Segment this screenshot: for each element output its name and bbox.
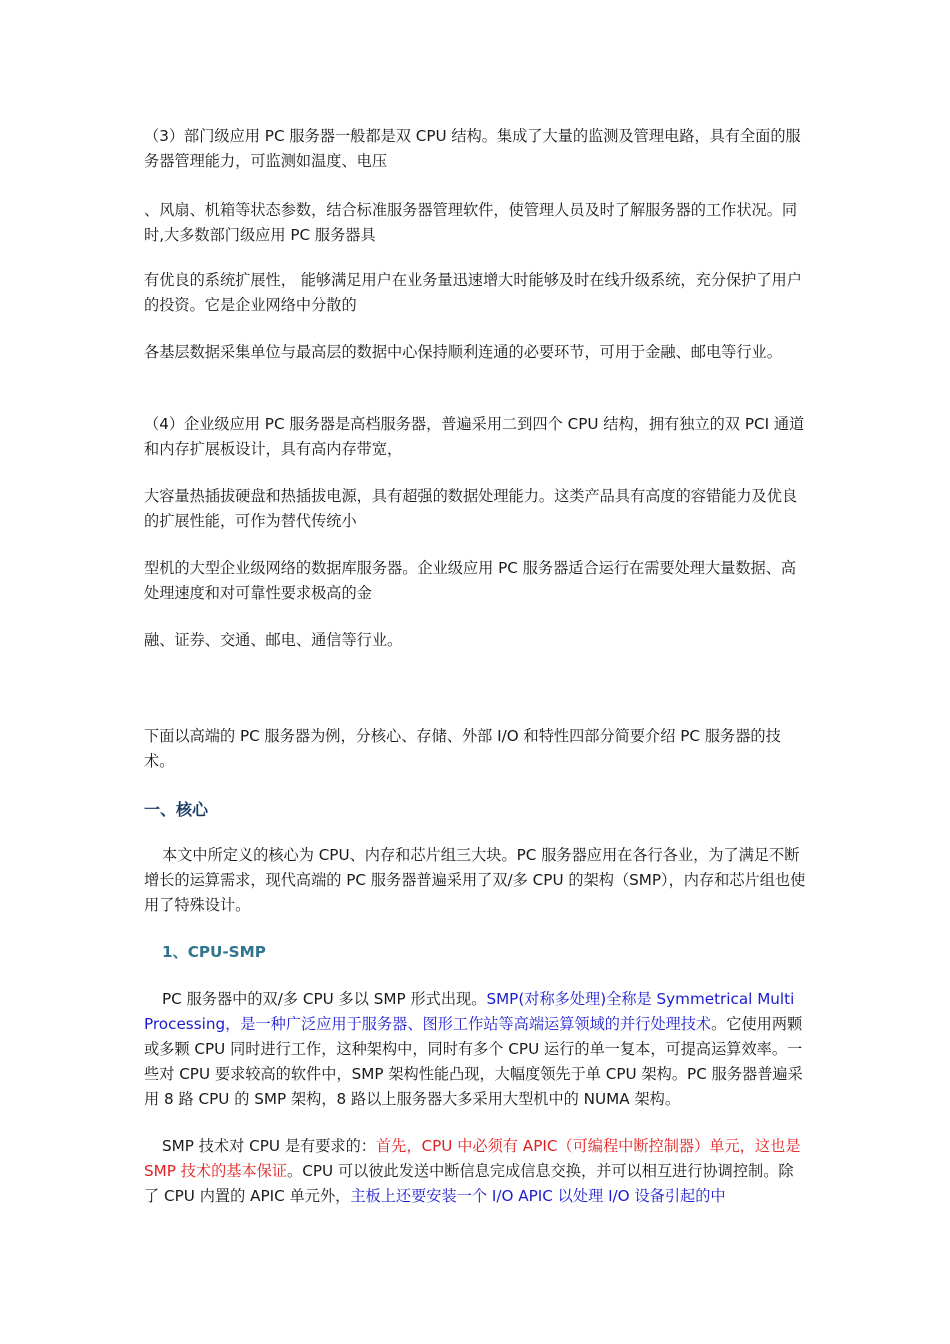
paragraph-enterprise-server-4: 融、证券、交通、邮电、通信等行业。	[144, 631, 403, 649]
paragraph-dept-server-3: 有优良的系统扩展性， 能够满足用户在业务量迅速增大时能够及时在线升级系统，充分保护了用户的投资。它是企业网络中分散的	[144, 271, 802, 314]
paragraph-dept-server-1: （3）部门级应用 PC 服务器一般都是双 CPU 结构。集成了大量的监测及管理电路，具有全面的服务器管理能力，可监测如温度、电压	[144, 127, 801, 170]
apic-text-intro: SMP 技术对 CPU 是有要求的：	[162, 1137, 376, 1155]
io-apic-highlight: 主板上还要安装一个 I/O APIC 以处理 I/O 设备引起的中	[350, 1187, 726, 1205]
paragraph-enterprise-server-2: 大容量热插拔硬盘和热插拔电源，具有超强的数据处理能力。这类产品具有高度的容错能力及优良的扩展性能，可作为替代传统小	[144, 487, 798, 530]
apic-text-middle: 。CPU 可以彼此发送中断信息完成信息交换，并可以相互进行协调控制。除了 CPU 内置的 APIC 单元外，	[144, 1162, 794, 1205]
smp-text-rest: 。它使用两颗或多颗 CPU 同时进行工作，这种架构中，同时有多个 CPU 运行的单一复本，可提高运算效率。一些对 CPU 要求较高的软件中，SMP 架构性能凸现，大幅度领先于单 CPU 架构。PC 服务器普遍采用 8 路 CPU 的 SMP 架构，8 路以上服务器大多采用大型机中的 NUMA 架构。	[144, 1015, 803, 1108]
smp-definition-highlight: SMP(对称多处理)全称是 Symmetrical Multi Processing，是一种广泛应用于服务器、图形工作站等高端运算领域的并行处理技术	[144, 990, 795, 1033]
smp-text-intro: PC 服务器中的双/多 CPU 多以 SMP 形式出现。	[162, 990, 487, 1008]
intro-paragraph: 下面以高端的 PC 服务器为例，分核心、存储、外部 I/O 和特性四部分简要介绍 PC 服务器的技术。	[144, 727, 781, 770]
section-heading-core: 一、核心	[144, 800, 209, 819]
apic-requirement-highlight: 首先，CPU 中必须有 APIC（可编程中断控制器）单元，这也是 SMP 技术的基本保证	[144, 1137, 801, 1180]
core-paragraph: 本文中所定义的核心为 CPU、内存和芯片组三大块。PC 服务器应用在各行各业，为了满足不断增长的运算需求，现代高端的 PC 服务器普遍采用了双/多 CPU 的架构（SMP），内存和芯片组也使用了特殊设计。	[144, 846, 806, 914]
paragraph-dept-server-4: 各基层数据采集单位与最高层的数据中心保持顺利连通的必要环节，可用于金融、邮电等行业。	[144, 343, 782, 361]
apic-paragraph	[144, 1134, 808, 1209]
smp-paragraph	[144, 987, 808, 1112]
subsection-heading-cpu-smp: 1、CPU-SMP	[162, 943, 266, 961]
paragraph-enterprise-server-3: 型机的大型企业级网络的数据库服务器。企业级应用 PC 服务器适合运行在需要处理大量数据、高处理速度和对可靠性要求极高的金	[144, 559, 797, 602]
paragraph-dept-server-2: 、风扇、机箱等状态参数，结合标准服务器管理软件，使管理人员及时了解服务器的工作状况。同时,大多数部门级应用 PC 服务器具	[144, 201, 798, 244]
paragraph-enterprise-server-1: （4）企业级应用 PC 服务器是高档服务器，普遍采用二到四个 CPU 结构，拥有独立的双 PCI 通道和内存扩展板设计，具有高内存带宽，	[144, 415, 805, 458]
